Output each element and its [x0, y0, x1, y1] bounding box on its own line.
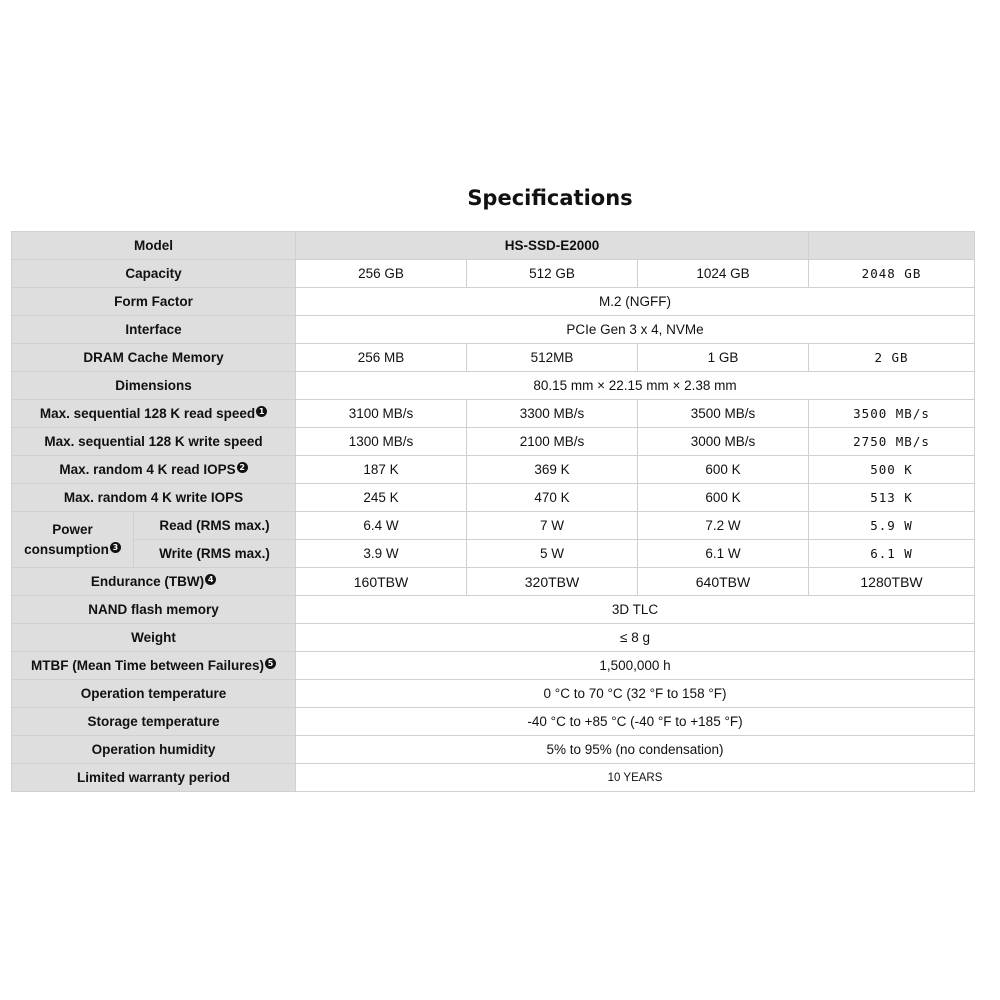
- power-read-label: Read (RMS max.): [134, 512, 296, 540]
- nand-value: 3D TLC: [296, 596, 975, 624]
- power-read-value: 7 W: [467, 512, 638, 540]
- seq-read-value: 3100 MB/s: [296, 400, 467, 428]
- table-row: [12, 736, 975, 764]
- dram-value: 1 GB: [638, 344, 809, 372]
- page-title: Specifications: [467, 186, 633, 210]
- capacity-value: 2048 GB: [809, 260, 975, 288]
- table-row: [12, 708, 975, 736]
- rand-write-value: 245 K: [296, 484, 467, 512]
- dimensions-value: 80.15 mm × 22.15 mm × 2.38 mm: [296, 372, 975, 400]
- rand-read-label-cell: [12, 456, 296, 484]
- weight-label: Weight: [12, 624, 296, 652]
- seq-write-label: Max. sequential 128 K write speed: [12, 428, 296, 456]
- table-row: [12, 232, 975, 260]
- table-row: [12, 624, 975, 652]
- dimensions-label: Dimensions: [12, 372, 296, 400]
- humidity-value: 5% to 95% (no condensation): [296, 736, 975, 764]
- endurance-value: 1280TBW: [809, 568, 975, 596]
- endurance-value: 640TBW: [638, 568, 809, 596]
- seq-read-label: Max. sequential 128 K read speed: [39, 406, 256, 421]
- seq-write-value: 2750 MB/s: [809, 428, 975, 456]
- table-row: [12, 344, 975, 372]
- table-row: [12, 540, 975, 568]
- capacity-label: Capacity: [12, 260, 296, 288]
- rand-read-value: 369 K: [467, 456, 638, 484]
- rand-write-value: 513 K: [809, 484, 975, 512]
- table-row: [12, 680, 975, 708]
- seq-read-value: 3500 MB/s: [809, 400, 975, 428]
- seq-write-value: 3000 MB/s: [638, 428, 809, 456]
- endurance-value: 320TBW: [467, 568, 638, 596]
- power-read-value: 7.2 W: [638, 512, 809, 540]
- rand-write-label: Max. random 4 K write IOPS: [12, 484, 296, 512]
- power-write-label: Write (RMS max.): [134, 540, 296, 568]
- endurance-value: 160TBW: [296, 568, 467, 596]
- storage-temp-label: Storage temperature: [12, 708, 296, 736]
- table-row: [12, 484, 975, 512]
- power-read-value: 5.9 W: [809, 512, 975, 540]
- power-write-value: 3.9 W: [296, 540, 467, 568]
- interface-label: Interface: [12, 316, 296, 344]
- rand-read-label: Max. random 4 K read IOPS: [59, 462, 236, 477]
- dram-value: 512MB: [467, 344, 638, 372]
- footnote-4-icon: 4: [205, 574, 216, 585]
- table-row: [12, 652, 975, 680]
- capacity-value: 512 GB: [467, 260, 638, 288]
- seq-read-value: 3300 MB/s: [467, 400, 638, 428]
- weight-value: ≤ 8 g: [296, 624, 975, 652]
- power-write-value: 5 W: [467, 540, 638, 568]
- endurance-label-cell: [12, 568, 296, 596]
- mtbf-label-cell: [12, 652, 296, 680]
- seq-read-value: 3500 MB/s: [638, 400, 809, 428]
- table-row: [12, 764, 975, 792]
- table-row: [12, 568, 975, 596]
- nand-label: NAND flash memory: [12, 596, 296, 624]
- dram-value: 256 MB: [296, 344, 467, 372]
- seq-write-value: 2100 MB/s: [467, 428, 638, 456]
- power-write-value: 6.1 W: [638, 540, 809, 568]
- form-factor-label: Form Factor: [12, 288, 296, 316]
- rand-read-value: 187 K: [296, 456, 467, 484]
- footnote-2-icon: 2: [237, 462, 248, 473]
- form-factor-value: M.2 (NGFF): [296, 288, 975, 316]
- power-consumption-label-cell: [12, 512, 134, 568]
- capacity-value: 256 GB: [296, 260, 467, 288]
- rand-read-value: 600 K: [638, 456, 809, 484]
- dram-value: 2 GB: [809, 344, 975, 372]
- power-label-line2: consumption: [24, 541, 109, 557]
- table-row: [12, 512, 975, 540]
- seq-write-value: 1300 MB/s: [296, 428, 467, 456]
- table-row: [12, 428, 975, 456]
- endurance-label: Endurance (TBW): [90, 574, 205, 589]
- power-label-line1: Power: [52, 521, 93, 537]
- rand-write-value: 600 K: [638, 484, 809, 512]
- footnote-5-icon: 5: [265, 658, 276, 669]
- humidity-label: Operation humidity: [12, 736, 296, 764]
- footnote-1-icon: 1: [256, 406, 267, 417]
- model-value: HS-SSD-E2000: [296, 232, 809, 260]
- rand-write-value: 470 K: [467, 484, 638, 512]
- power-write-value: 6.1 W: [809, 540, 975, 568]
- table-row: [12, 316, 975, 344]
- model-extra: [809, 232, 975, 260]
- rand-read-value: 500 K: [809, 456, 975, 484]
- op-temp-label: Operation temperature: [12, 680, 296, 708]
- capacity-value: 1024 GB: [638, 260, 809, 288]
- seq-read-label-cell: [12, 400, 296, 428]
- mtbf-value: 1,500,000 h: [296, 652, 975, 680]
- table-row: [12, 596, 975, 624]
- table-row: [12, 288, 975, 316]
- table-row: [12, 400, 975, 428]
- table-row: [12, 260, 975, 288]
- model-label: Model: [12, 232, 296, 260]
- warranty-value: 10 YEARS: [296, 764, 975, 792]
- op-temp-value: 0 °C to 70 °C (32 °F to 158 °F): [296, 680, 975, 708]
- table-row: [12, 372, 975, 400]
- storage-temp-value: -40 °C to +85 °C (-40 °F to +185 °F): [296, 708, 975, 736]
- dram-label: DRAM Cache Memory: [12, 344, 296, 372]
- interface-value: PCIe Gen 3 x 4, NVMe: [296, 316, 975, 344]
- warranty-label: Limited warranty period: [12, 764, 296, 792]
- specifications-table: [11, 231, 975, 792]
- mtbf-label: MTBF (Mean Time between Failures): [30, 658, 265, 673]
- table-row: [12, 456, 975, 484]
- power-read-value: 6.4 W: [296, 512, 467, 540]
- footnote-3-icon: 3: [110, 542, 121, 553]
